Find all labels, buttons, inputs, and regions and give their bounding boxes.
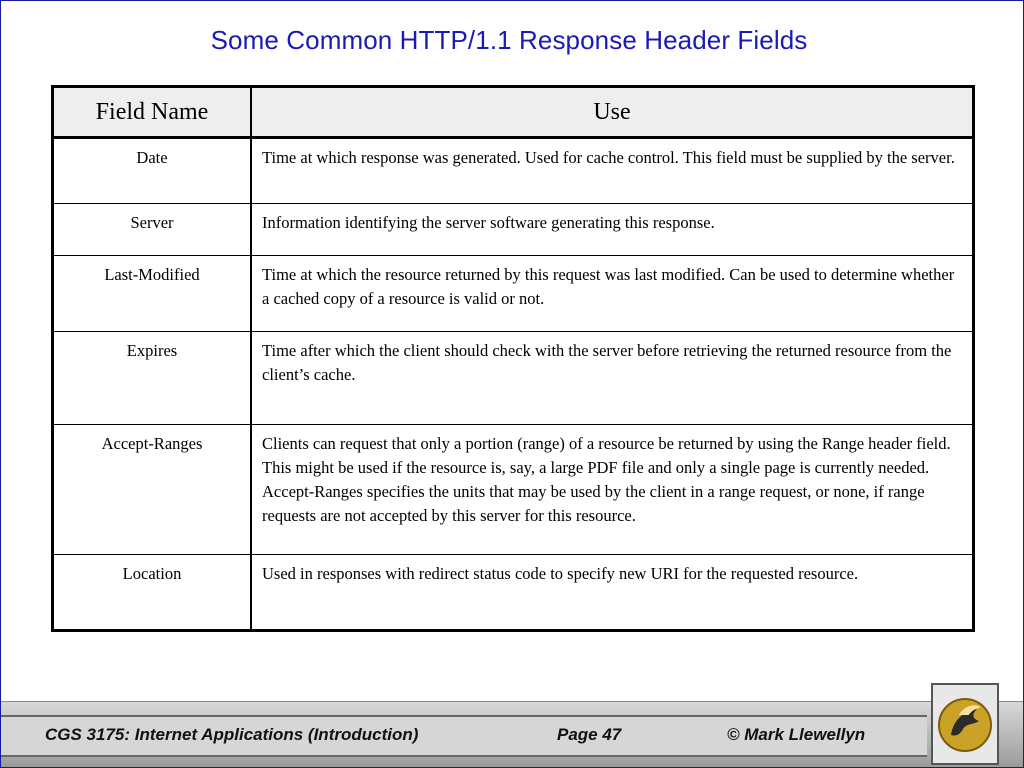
table-row <box>53 425 974 555</box>
field-use-cell: Time after which the client should check with the server before retrieving the returned resource from the client’s cache. <box>251 332 974 425</box>
field-use-cell: Time at which response was generated. Used for cache control. This field must be supplied by the server. <box>251 138 974 204</box>
footer-page-number: Page 47 <box>557 725 622 744</box>
field-name-cell: Expires <box>53 332 252 425</box>
field-use-cell: Used in responses with redirect status code to specify new URI for the requested resource. <box>251 555 974 631</box>
field-name-cell: Accept-Ranges <box>53 425 252 555</box>
field-name-cell: Last-Modified <box>53 256 252 332</box>
column-header-use: Use <box>251 87 974 138</box>
footer-author: © Mark Llewellyn <box>727 725 866 744</box>
ucf-pegasus-logo-icon <box>931 683 999 765</box>
table-row <box>53 204 974 256</box>
table-header-row <box>53 87 974 138</box>
table-row <box>53 332 974 425</box>
field-use-cell: Clients can request that only a portion (range) of a resource be returned by using the Range header field. This might be used if the resource is, say, a large PDF file and only a single page is currently needed. Accept-Ranges specifies the units that may be used by the client in a range request, or none, if range requests are not accepted by this server for this resource. <box>251 425 974 555</box>
field-use-cell: Time at which the resource returned by this request was last modified. Can be used to determine whether a cached copy of a resource is valid or not. <box>251 256 974 332</box>
field-name-cell: Date <box>53 138 252 204</box>
field-name-cell: Server <box>53 204 252 256</box>
field-name-cell: Location <box>53 555 252 631</box>
field-use-cell: Information identifying the server software generating this response. <box>251 204 974 256</box>
table-row <box>53 138 974 204</box>
header-fields-table <box>51 85 975 632</box>
table-row <box>53 555 974 631</box>
slide-title: Some Common HTTP/1.1 Response Header Fields <box>210 25 808 55</box>
footer-course: CGS 3175: Internet Applications (Introduction) <box>45 725 419 744</box>
table-row <box>53 256 974 332</box>
column-header-field-name: Field Name <box>53 87 252 138</box>
